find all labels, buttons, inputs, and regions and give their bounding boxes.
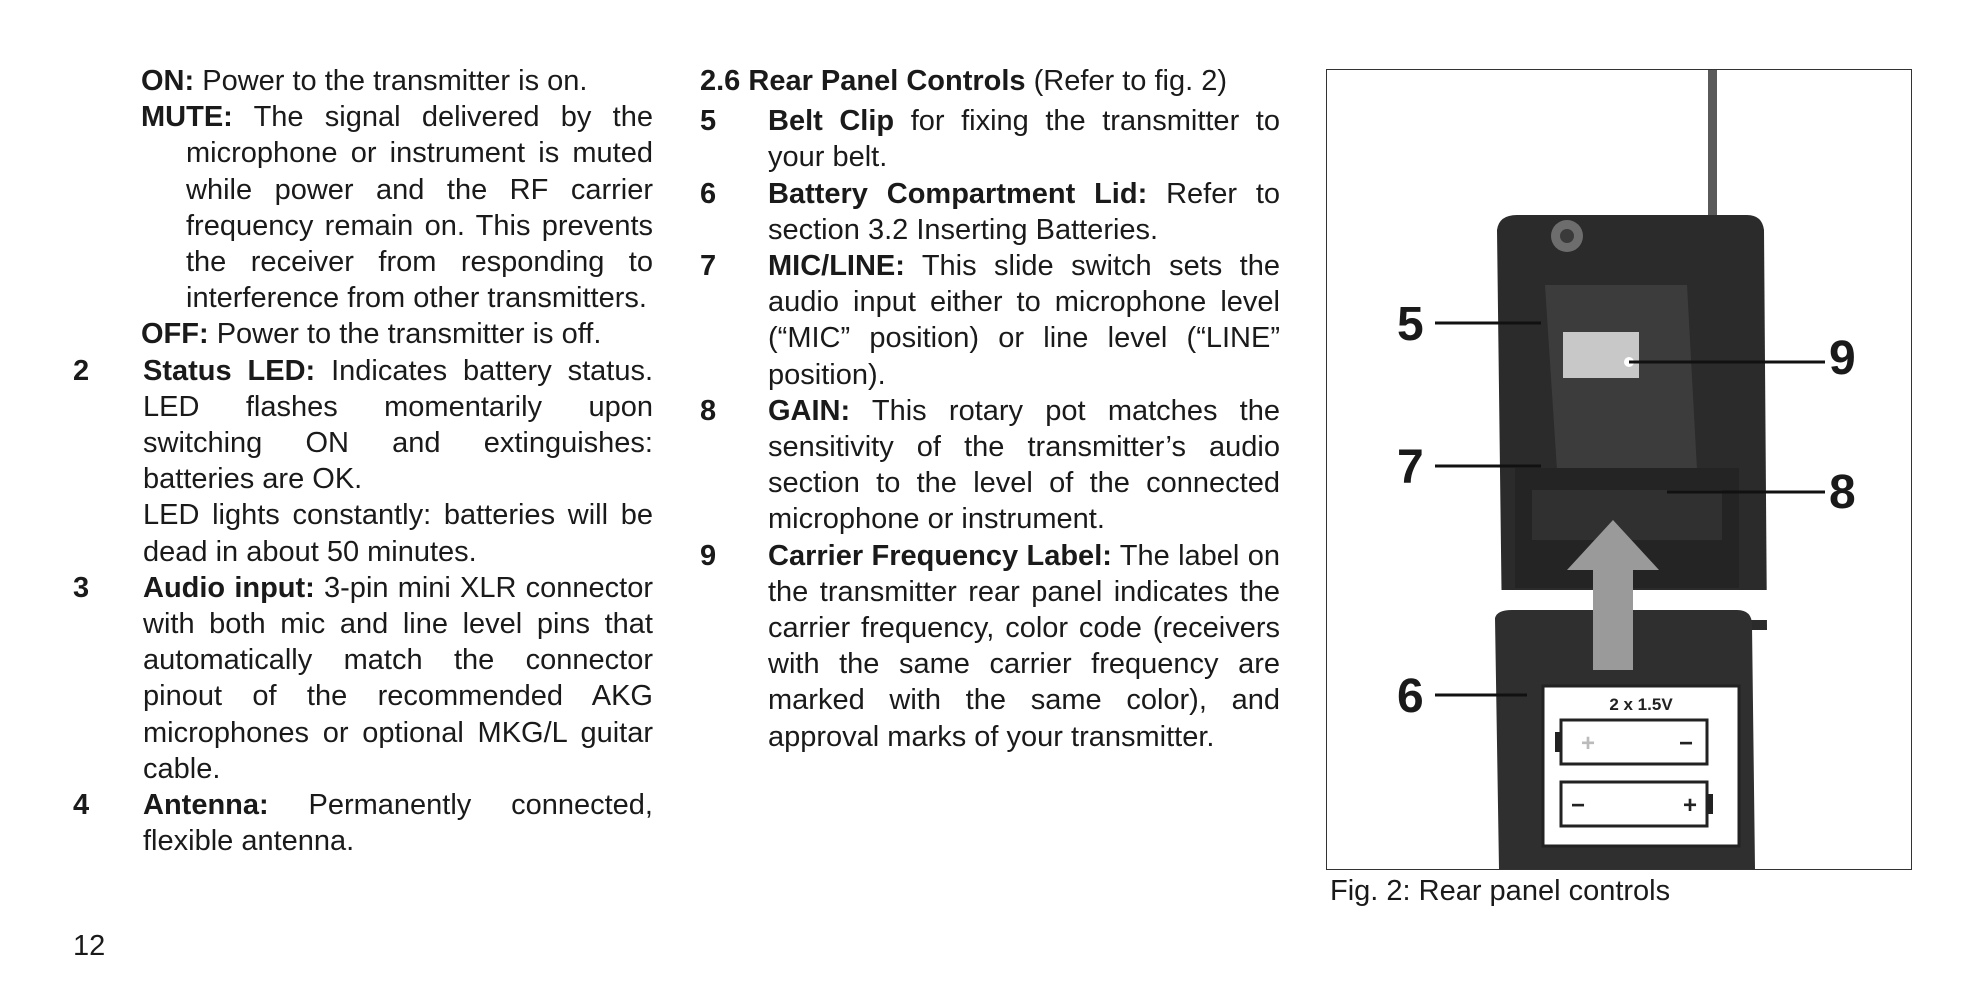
item-2-text xyxy=(143,353,653,498)
battery-label: 2 x 1.5V xyxy=(1609,695,1673,714)
list-item-5 xyxy=(700,103,1280,175)
battery-terminal xyxy=(1555,732,1561,752)
list-item-2 xyxy=(73,353,653,570)
rear-panel-figure xyxy=(1326,69,1912,870)
carrier-frequency-label xyxy=(1563,332,1639,378)
callout-5: 5 xyxy=(1397,298,1424,351)
item-number: 6 xyxy=(700,177,717,210)
mute-term: MUTE: xyxy=(141,101,233,134)
callout-7: 7 xyxy=(1397,441,1424,494)
transmitter-illustration xyxy=(1327,70,1911,869)
item-number: 2 xyxy=(73,354,90,387)
audio-connector-pin xyxy=(1560,229,1574,243)
item-term: Carrier Frequency Label: xyxy=(768,539,1112,572)
item-term: Antenna: xyxy=(143,789,269,822)
item-term: MIC/LINE: xyxy=(768,250,905,283)
off-term: OFF: xyxy=(141,318,209,351)
item-number: 4 xyxy=(73,789,90,822)
item-description: Permanently connected, flexible antenna. xyxy=(143,789,653,858)
item-description: 3-pin mini XLR connector with both mic and line level pins that automatically match the connector pinout of the recommended AKG microphones or optional MKG/L guitar cable. xyxy=(143,571,653,785)
item-term: Belt Clip xyxy=(768,105,895,138)
list-item-6 xyxy=(700,176,1280,248)
figure-caption: Fig. 2: Rear panel controls xyxy=(1330,875,1671,907)
item-number: 9 xyxy=(700,539,717,572)
slot-recess xyxy=(1532,490,1722,540)
list-item-3 xyxy=(73,570,653,787)
section-heading xyxy=(700,63,1280,99)
item-number: 5 xyxy=(700,105,717,138)
mute-text: The signal delivered by the microphone or instrument is muted while power and the RF carrier frequency remain on. This prevents the receiver from responding to interference from other transmitters. xyxy=(186,101,653,315)
section-heading-reference: (Refer to fig. 2) xyxy=(1025,65,1228,97)
item-number: 8 xyxy=(700,394,717,427)
on-term: ON: xyxy=(141,65,195,97)
list-item-7 xyxy=(700,248,1280,393)
middle-column xyxy=(700,63,1280,755)
list-item-8 xyxy=(700,393,1280,538)
item-term: Battery Compartment Lid: xyxy=(768,177,1148,210)
item-description: Indicates battery status. LED flashes momentarily upon switching ON and extinguishes: batteries are OK. xyxy=(143,354,654,496)
mute-definition xyxy=(73,99,653,316)
plus-icon: + xyxy=(1683,792,1698,819)
item-description: for fixing the transmitter to your belt. xyxy=(768,105,1280,174)
on-definition xyxy=(73,63,653,99)
list-item-9 xyxy=(700,538,1280,755)
item-term: Status LED: xyxy=(143,354,316,387)
battery-terminal xyxy=(1707,794,1713,814)
callout-8: 8 xyxy=(1829,466,1856,519)
item-term: Audio input: xyxy=(143,571,315,604)
item-2-text-2: LED lights constantly: batteries will be dead in about 50 minutes. xyxy=(143,499,653,568)
plus-icon: + xyxy=(1581,730,1596,757)
item-term: GAIN: xyxy=(768,394,851,427)
item-description: The label on the transmitter rear panel indicates the carrier frequency, color code (receivers with the same carrier frequency are marked with the same color), and approval marks of your transmitter. xyxy=(768,539,1280,753)
item-description: This rotary pot matches the sensitivity of the transmitter’s audio section to the level of the connected microphone or instrument. xyxy=(768,394,1280,536)
off-text: Power to the transmitter is off. xyxy=(208,318,602,351)
section-heading-title: 2.6 Rear Panel Controls xyxy=(700,65,1026,97)
left-column xyxy=(73,63,653,859)
list-item-4 xyxy=(73,787,653,859)
page-number: 12 xyxy=(73,930,106,962)
on-text: Power to the transmitter is on. xyxy=(194,65,588,97)
callout-6: 6 xyxy=(1397,670,1424,723)
callout-9: 9 xyxy=(1829,332,1856,385)
item-description: This slide switch sets the audio input either to microphone level (“MIC” position) or line level (“LINE” position). xyxy=(768,250,1280,391)
item-number: 7 xyxy=(700,250,717,283)
off-definition xyxy=(73,316,653,352)
item-number: 3 xyxy=(73,571,90,604)
minus-icon: − xyxy=(1571,792,1586,819)
item-description: Refer to section 3.2 Inserting Batteries. xyxy=(768,177,1281,246)
minus-icon: − xyxy=(1679,730,1694,757)
